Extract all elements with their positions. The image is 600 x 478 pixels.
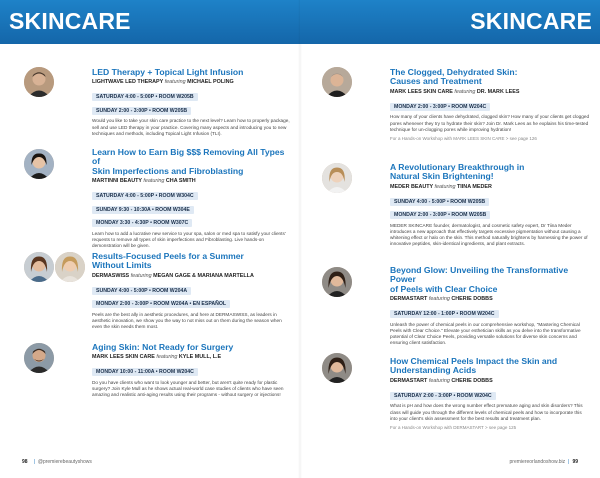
session-company: DERMASWISS featuring MEGAN GAGE & MARIANA MARTELLA (92, 272, 254, 279)
session-title[interactable]: Aging Skin: Not Ready for Surgery (92, 342, 234, 352)
time-badge: MONDAY 2:00 - 3:00P • ROOM W204A • EN ESPAÑOL (92, 300, 230, 308)
session-description: What is pH and how does the wrong number effect premature aging and skin disorders? This class will guide you through the different levels of chemical peels and how to incorporate this into your client's skin assessment for the best results and treatment plan. (390, 403, 583, 421)
speaker-photo (24, 252, 54, 282)
session-company: MEDER BEAUTY featuring TIINA MEDER (390, 183, 492, 190)
workshop-note[interactable]: For a Hands-on Workshop with DERMASTART > see page 125 (390, 424, 517, 430)
session-title[interactable]: The Clogged, Dehydrated Skin: Causes and Treatment (390, 67, 518, 87)
session-company: DERMASTART featuring CHERIE DOBBS (390, 296, 493, 303)
time-badge: SATURDAY 12:00 - 1:00P • ROOM W204C (390, 310, 499, 318)
session-times (92, 283, 292, 310)
session-company: MARK LEES SKIN CARE featuring DR. MARK LEES (390, 88, 520, 95)
session-description: Would you like to take your skin care practice to the next level? Learn how to properly package, sell and use LED therapy in your practice. Covering many aspects and introducing you to new techniques and methods, including Topical Light Infusion (TLI). (92, 118, 290, 136)
session-title[interactable]: Beyond Glow: Unveiling the Transformative Power of Peels with Clear Choice (390, 265, 569, 294)
header-bar (300, 0, 600, 44)
session-company: MARTINNI BEAUTY featuring CHA SMITH (92, 178, 196, 185)
time-badge: SUNDAY 4:00 - 5:00P • ROOM W204A (92, 287, 191, 295)
session-card (92, 148, 292, 249)
page-number: 99 (572, 459, 578, 465)
page-number: 98 (22, 459, 28, 465)
session-description: Learn how to add a lucrative new service to your spa, salon or med spa to satisfy your clients' requests to remove all types of skin imperfections and Fibroblasting. Live hands-on demonstration will be given. (92, 230, 286, 249)
time-badge: MONDAY 10:00 - 11:00A • ROOM W204C (92, 368, 198, 376)
session-times (390, 306, 590, 320)
section-title: SKINCARE (470, 8, 592, 34)
session-company: LIGHTWAVE LED THERAPY featuring MICHAEL POLING (92, 79, 234, 86)
session-company: DERMASTART featuring CHERIE DOBBS (390, 377, 493, 384)
speaker-photo (322, 267, 352, 297)
session-card (92, 343, 292, 399)
right-page (300, 0, 600, 478)
speaker-photo (24, 67, 54, 97)
footer-site[interactable]: premiereorlandoshow.biz (509, 459, 566, 465)
time-badge: SUNDAY 9:30 - 10:30A • ROOM W304E (92, 206, 194, 214)
session-times (92, 89, 292, 116)
session-company: MARK LEES SKIN CARE featuring KYLE MULL, L.E (92, 354, 222, 361)
session-card (390, 266, 590, 347)
header-bar (0, 0, 300, 44)
time-badge: SUNDAY 4:00 - 5:00P • ROOM W205B (390, 198, 489, 206)
speaker-photo (55, 252, 85, 282)
session-title[interactable]: How Chemical Peels Impact the Skin and Understanding Acids (390, 356, 558, 376)
session-description: How many of your clients have dehydrated, clogged skin? How many of your clients get clogged pores whenever they try to hydrate their skin? Join Dr. Mark Lees as he explains his time-tested technique for un-clogging pores while improving hydration! (390, 114, 590, 132)
workshop-note[interactable]: For a Hands-on Workshop with MARK LEES SKIN CARE > see page 126 (390, 135, 537, 141)
speaker-photo (24, 343, 54, 373)
session-card (92, 68, 292, 137)
time-badge: SATURDAY 4:00 - 5:00P • ROOM W205B (92, 93, 198, 101)
time-badge: MONDAY 2:00 - 3:00P • ROOM W205B (390, 211, 490, 219)
speaker-photo (322, 67, 352, 97)
session-times (92, 364, 292, 378)
speaker-photo (322, 163, 352, 193)
session-times (390, 388, 590, 402)
session-title[interactable]: Results-Focused Peels for a Summer Without Limits (92, 251, 244, 271)
time-badge: MONDAY 3:30 - 4:30P • ROOM W307C (92, 219, 192, 227)
session-card (92, 252, 292, 330)
page-footer: premiereorlandoshow.biz | 99 (509, 459, 578, 465)
speaker-photo (322, 353, 352, 383)
session-description: Peels are the best ally in aesthetic procedures, and here at DERMASWISS, as leaders in aesthetic innovation, we show you the way to not miss out on them during the season when even the skin needs them most. (92, 311, 282, 330)
session-card (390, 68, 590, 142)
time-badge: MONDAY 2:00 - 3:00P • ROOM W204C (390, 103, 490, 111)
session-description: Unleash the power of chemical peels in our comprehensive workshop, "Mastering Chemical Peels with Clear Choice." Elevate your esthetician skills as you delve into the transformative potential of Clear Choice Peels, providing versatile solutions for diverse skin concerns and ensuring client satisfaction. (390, 321, 581, 346)
session-card (390, 357, 590, 431)
footer-handle[interactable]: @premierebeautyshows (37, 459, 92, 465)
time-badge: SUNDAY 2:00 - 3:00P • ROOM W205B (92, 107, 191, 115)
speaker-photo (24, 149, 54, 179)
time-badge: SATURDAY 4:00 - 5:00P • ROOM W304C (92, 192, 198, 200)
time-badge: SATURDAY 2:00 - 3:00P • ROOM W204C (390, 392, 496, 400)
session-times (390, 194, 590, 221)
session-card (390, 163, 590, 248)
session-title[interactable]: Learn How to Earn Big $$$ Removing All Types of Skin Imperfections and Fibroblasting (92, 147, 285, 176)
page-footer: 98 | @premierebeautyshows (22, 459, 92, 465)
session-title[interactable]: A Revolutionary Breakthrough in Natural Skin Brightening! (390, 162, 525, 182)
session-times (390, 99, 590, 113)
session-description: MEDER SKINCARE founder, dermatologist, and cosmetic safety expert, Dr Tiina Meder introduces a new approach that effectively targets excessive pigmentation without causing a whitening effect or halo on the skin. This method naturally brightens by harnessing the power of innovative peptides, skin-identical ingredients, and plant extracts. (390, 222, 588, 247)
session-title[interactable]: LED Therapy + Topical Light Infusion (92, 67, 244, 77)
session-times (92, 188, 292, 229)
session-description: Do you have clients who want to look younger and better, but aren't quite ready for plastic surgery? Join Kyle Mull as he shows actual real-world case studies of clients who have seen amazing and realistic anti-aging results using their programs - without surgery or injections! (92, 379, 284, 398)
section-title: SKINCARE (9, 8, 131, 34)
